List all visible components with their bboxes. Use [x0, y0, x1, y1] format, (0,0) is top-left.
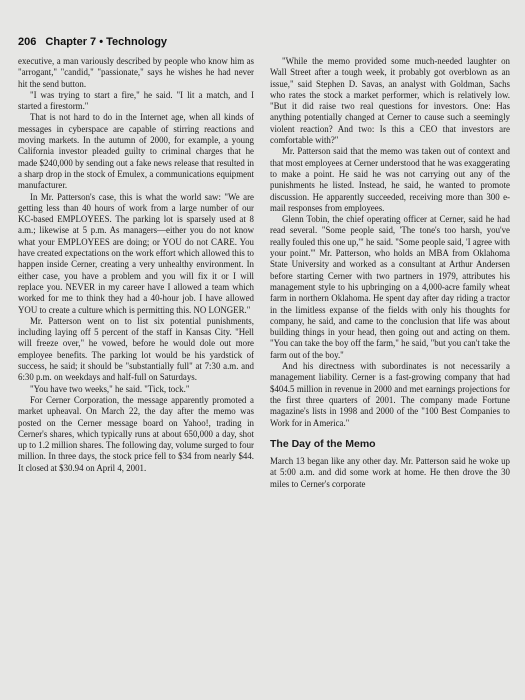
paragraph: executive, a man variously described by people who know him as "arrogant," "candid," "passionate," says he wishes he had never hit the send button. [18, 56, 254, 89]
paragraph: And his directness with subordinates is not necessarily a management liability. Cerner is a fast-growing company that had $404.5 million in revenue in 2000 and met earnings projections for the first three quarters of 2001. The company made Fortune magazine's lists in 1998 and 2000 of the "100 Best Companies to Work for in America." [270, 361, 510, 428]
paragraph: That is not hard to do in the Internet age, when all kinds of messages in cyberspace are capable of stirring reactions and moving markets. In the autumn of 2000, for example, a young California investor pleaded guilty to criminal charges that he made $240,000 by sending out a fake news release that resulted in a sharp drop in the stock of Emulex, a communications equipment manufacturer. [18, 112, 254, 191]
page-number: 206 [18, 36, 37, 48]
paragraph: Glenn Tobin, the chief operating officer at Cerner, said he had read several. "Some people said, 'The tone's too harsh, you've really fouled this one up,'" he said. "Some people said, 'I agree with your point.'" Mr. Patterson, who holds an MBA from Oklahoma State University and worked as a consultant at Arthur Andersen before starting Cerner with two partners in 1979, attributes his management style to his upbringing on a 4,000-acre family wheat farm in northern Oklahoma. He spent day after day riding a tractor in the limitless expanse of the fields with only his thoughts for company, he said, and came to the conclusion that life was about building things in your head, then going out and acting on them. "You can take the boy off the farm," he said, "but you can't take the farm out of the boy." [270, 214, 510, 360]
paragraph: For Cerner Corporation, the message apparently promoted a market upheaval. On March 22, the day after the memo was posted on the Cerner message board on Yahoo!, trading in Cerner's shares, which typically runs at about 650,000 a day, shot up to 1.2 million shares. The following day, volume surged to four million. In three days, the stock price fell to $34 from nearly $44. It closed at $30.94 on April 4, 2001. [18, 394, 254, 473]
page-header [18, 36, 167, 48]
paragraph: "While the memo provided some much-needed laughter on Wall Street after a tough week, it probably got overblown as an issue," said Stephen D. Savas, an analyst with Goldman, Sachs who rates the stock a market performer, which is relatively low. "But it did raise two real questions for investors. One: Has anything potentially changed at Cerner to cause such a seemingly violent reaction? And two: Is this a CEO that investors are comfortable with?" [270, 56, 510, 146]
left-column [18, 56, 254, 474]
chapter-title: Chapter 7 • Technology [45, 36, 168, 48]
paragraph: In Mr. Patterson's case, this is what the world saw: "We are getting less than 40 hours of work from a large number of our KC-based EMPLOYEES. The parking lot is sparsely used at 8 a.m.; likewise at 5 p.m. As managers—either you do not know what your EMPLOYEES are doing; or YOU do not CARE. You have created expectations on the work effort which allowed this to happen inside Cerner, creating a very unhealthy environment. In either case, you have a problem and you will fix it or I will replace you. NEVER in my career have I allowed a team which worked for me to think they had a 40-hour job. I have allowed YOU to create a culture which is permitting this. NO LONGER." [18, 191, 254, 315]
right-column [270, 56, 510, 490]
paragraph: Mr. Patterson said that the memo was taken out of context and that most employees at Cerner understood that he was exaggerating to make a point. He said he was not carrying out any of the punishments he listed. Instead, he said, he wanted to promote discussion. He apparently succeeded, receiving more than 300 e-mail responses from employees. [270, 146, 510, 213]
paragraph: March 13 began like any other day. Mr. Patterson said he woke up at 5:00 a.m. and did some work at home. He then drove the 30 miles to Cerner's corporate [270, 456, 510, 489]
paragraph: "I was trying to start a fire," he said. "I lit a match, and I started a firestorm." [18, 89, 254, 112]
paragraph: Mr. Patterson went on to list six potential punishments, including laying off 5 percent of the staff in Kansas City. "Hell will freeze over," he vowed, before he would dole out more employee benefits. The parking lot would be his yardstick of success, he said; it should be "substantially full" at 7:30 a.m. and 6:30 p.m. on weekdays and half-full on Saturdays. [18, 315, 254, 383]
paragraph: "You have two weeks," he said. "Tick, tock." [30, 383, 190, 394]
section-heading: The Day of the Memo [270, 437, 376, 450]
